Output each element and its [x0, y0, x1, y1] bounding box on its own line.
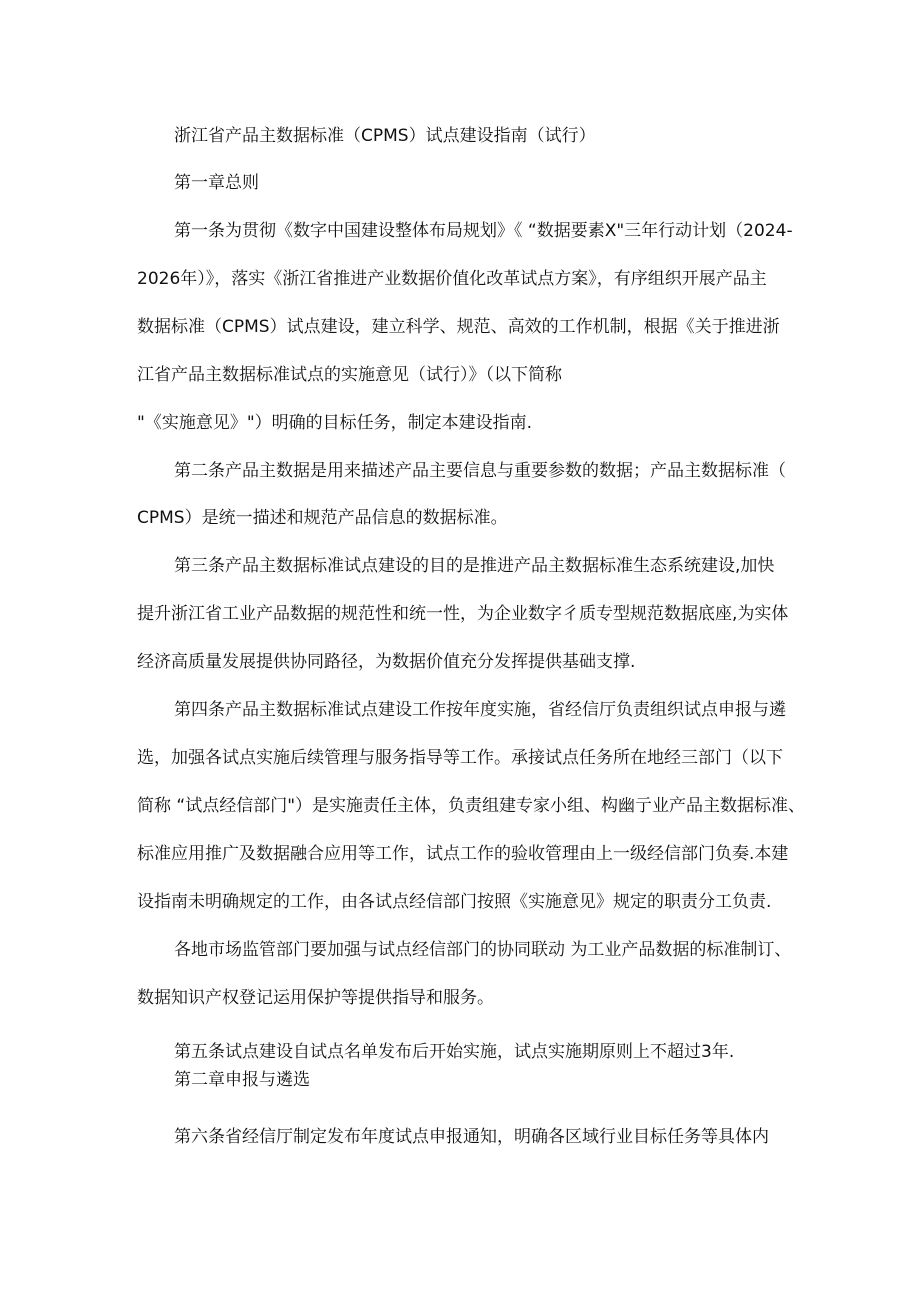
paragraph-line: 经济高质量发展提供协同路径，为数据价值充分发挥提供基础支撑.	[137, 652, 636, 672]
paragraph-line: 第五条试点建设自试点名单发布后开始实施，试点实施期原则上不超过3年.	[174, 1042, 735, 1062]
paragraph-line: 简称 “试点经信部门"）是实施责任主体，负责组建专家小组、构幽亍业产品主数据标准、	[137, 796, 806, 816]
paragraph-line: 标准应用推广及数据融合应用等工作，试点工作的验收管理由上一级经信部门负奏.本建	[137, 844, 789, 864]
paragraph-line: 第四条产品主数据标准试点建设工作按年度实施，省经信厅负责组织试点申报与遴	[174, 700, 786, 720]
chapter-heading: 第二章申报与遴选	[174, 1070, 310, 1090]
paragraph-line: 各地市场监管部门要加强与试点经信部门的协同联动 为工业产品数据的标准制订、	[174, 940, 792, 960]
paragraph-line: 2026年）》，落实《浙江省推进产业数据价值化改革试点方案》，有序组织开展产品主	[137, 269, 767, 289]
chapter-heading: 第一章总则	[174, 173, 259, 193]
paragraph-line: 第一条为贯彻《数字中国建设整体布局规划》《 “数据要素X"三年行动计划（2024-	[174, 221, 793, 241]
paragraph-line: 数据标准（CPMS）试点建设，建立科学、规范、高效的工作机制，根据《关于推进浙	[137, 317, 780, 337]
paragraph-line: 设指南未明确规定的工作，由各试点经信部门按照《实施意见》规定的职责分工负责.	[137, 892, 772, 912]
paragraph-line: "《实施意见》"）明确的目标任务，制定本建设指南.	[137, 413, 533, 433]
paragraph-line: 选，加强各试点实施后续管理与服务指导等工作。承接试点任务所在地经三部门（以下	[137, 748, 783, 768]
paragraph-line: 第六条省经信厅制定发布年度试点申报通知，明确各区域行业目标任务等具体内	[174, 1127, 769, 1147]
paragraph-line: 第二条产品主数据是用来描述产品主要信息与重要参数的数据；产品主数据标准（	[174, 461, 786, 481]
document-title: 浙江省产品主数据标准（CPMS）试点建设指南（试行）	[174, 126, 596, 146]
paragraph-line: CPMS）是统一描述和规范产品信息的数据标准。	[137, 508, 508, 528]
paragraph-line: 数据知识产权登记运用保护等提供指导和服务。	[137, 988, 494, 1008]
paragraph-line: 提升浙江省工业产品数据的规范性和统一性，为企业数字彳质专型规范数据底座,为实体	[137, 604, 789, 624]
paragraph-line: 第三条产品主数据标准试点建设的目的是推进产品主数据标准生态系统建设,加快	[174, 556, 775, 576]
paragraph-line: 江省产品主数据标准试点的实施意见（试行）》（以下简称	[137, 365, 562, 385]
